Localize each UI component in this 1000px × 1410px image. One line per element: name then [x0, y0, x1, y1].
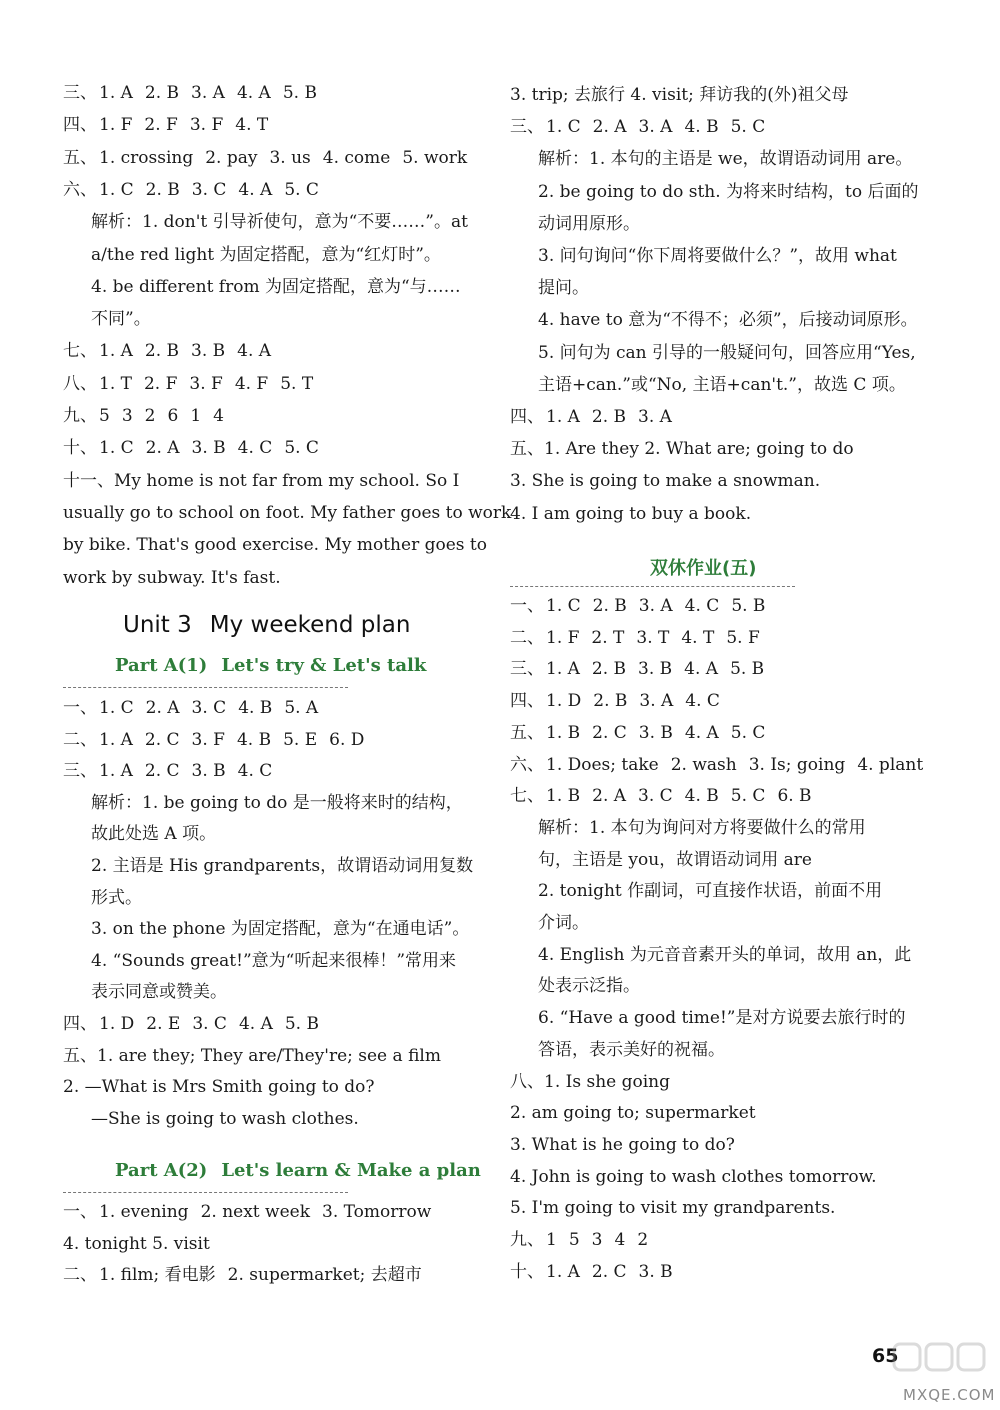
answer-line	[63, 114, 268, 136]
answer-line: 4. John is going to wash clothes tomorrow.	[510, 1166, 877, 1187]
answer-item: 3. B	[638, 722, 673, 743]
answer-item: 4. T	[681, 627, 715, 648]
explanation-line: a/the red light 为固定搭配，意为“红灯时”。	[91, 244, 441, 265]
answer-item: 5. A	[284, 698, 319, 718]
answer-item: 4. come	[322, 147, 391, 168]
explanation-line: 2. tonight 作副词，可直接作状语，前面不用	[538, 881, 883, 902]
page-number: 65	[872, 1345, 899, 1367]
explanation-line: 解析：1. be going to do 是一般将来时的结构，	[91, 792, 463, 813]
answer-item: 1. F	[546, 627, 580, 648]
answer-item: 1	[190, 406, 202, 426]
answer-item: 5. T	[280, 373, 314, 394]
answer-line: 4. tonight 5. visit	[63, 1233, 210, 1254]
answer-line	[63, 437, 319, 459]
explanation-line: 解析：1. 本句的主语是 we，故谓语动词用 are。	[538, 149, 913, 170]
answer-item: 5. B	[731, 596, 766, 616]
answer-item: 6. B	[777, 786, 812, 807]
answer-item: 3. F	[189, 115, 224, 136]
explanation-line: 主语+can.”或“No, 主语+can't.”，故选 C 项。	[538, 374, 906, 395]
answer-item: 4. A	[238, 179, 273, 200]
question-number: 三、	[63, 761, 97, 782]
answer-item: 1. film; 看电影	[99, 1265, 216, 1285]
question-number: 四、	[510, 691, 544, 712]
answer-item: 5. C	[284, 438, 319, 459]
answer-item: 1. F	[99, 115, 133, 136]
answer-item: 5. C	[730, 786, 766, 807]
answer-item: 1. C	[99, 698, 134, 718]
answer-line	[510, 1261, 673, 1283]
answer-line	[63, 729, 364, 751]
answer-item: 2. B	[145, 179, 180, 200]
answer-item: 1. A	[546, 1261, 580, 1282]
answer-item: 2. A	[592, 786, 627, 807]
question-number: 五、	[510, 722, 544, 743]
answer-item: 2	[637, 1230, 649, 1250]
answer-item: 4. plant	[857, 754, 924, 775]
answer-item: 1. A	[99, 341, 133, 362]
explanation-line: 4. be different from 为固定搭配，意为“与……	[91, 276, 461, 297]
answer-item: 2	[144, 406, 156, 426]
question-number: 八、	[63, 373, 97, 394]
answer-item: 2. C	[591, 1261, 627, 1282]
explanation-line: 解析：1. don't 引导祈使句，意为“不要……”。at	[91, 212, 468, 233]
answer-item: 5. B	[284, 1014, 319, 1034]
answer-item: 5. work	[402, 147, 468, 168]
answer-item: 3	[591, 1230, 603, 1250]
question-number: 二、	[63, 729, 97, 750]
answer-item: 3. C	[191, 179, 227, 200]
question-number: 六、	[510, 754, 544, 775]
answer-item: 2. B	[592, 596, 627, 616]
unit-name: My weekend plan	[209, 612, 411, 638]
answer-item: 3. Tomorrow	[322, 1202, 432, 1222]
part-a1-divider	[63, 687, 348, 688]
answer-item: 2. wash	[670, 754, 737, 775]
answer-item: 5. F	[726, 627, 760, 648]
answer-item: 1. B	[546, 722, 581, 743]
answer-item: 2. C	[592, 722, 627, 743]
answer-item: 1. A	[99, 761, 133, 782]
answer-line	[510, 116, 765, 138]
answer-item: 2. E	[146, 1014, 181, 1034]
answer-item: 1. C	[546, 117, 581, 138]
answer-item: 3. us	[269, 147, 311, 168]
answer-item: 2. F	[143, 373, 178, 394]
answer-item: 3. A	[191, 83, 225, 103]
explanation-line: 答语，表示美好的祝福。	[538, 1039, 725, 1060]
answer-line: 3. trip; 去旅行 4. visit; 拜访我的(外)祖父母	[510, 85, 849, 105]
answer-item: 4. T	[235, 115, 269, 136]
answer-item: 1. A	[99, 83, 133, 103]
part-a1-label: Part A(1)	[115, 655, 208, 676]
answer-line	[63, 697, 318, 719]
answer-item: 5. E	[283, 729, 318, 750]
explanation-line: 故此处选 A 项。	[91, 824, 217, 845]
section-title: 双休作业(五)	[650, 558, 757, 579]
answer-item: 4. C	[685, 691, 720, 712]
answer-item: 2. supermarket; 去超市	[227, 1265, 422, 1285]
answer-item: 2. T	[591, 627, 625, 648]
question-number: 十、	[510, 1261, 544, 1282]
answer-item: 1. B	[546, 786, 581, 807]
answer-item: 3. F	[191, 729, 225, 750]
answer-item: 5. B	[282, 83, 317, 103]
answer-item: 2. B	[591, 407, 627, 427]
answer-line	[510, 658, 764, 680]
part-a2-name: Let's learn & Make a plan	[221, 1160, 481, 1181]
explanation-line: 不同”。	[91, 309, 151, 330]
answer-item: 1. A	[546, 659, 580, 680]
question-number: 二、	[63, 1265, 97, 1285]
answer-line	[63, 147, 467, 169]
explanation-line: 6. “Have a good time!”是对方说要去旅行时的	[538, 1008, 906, 1029]
explanation-line: 4. “Sounds great!”意为“听起来很棒！”常用来	[91, 950, 457, 971]
question-number: 三、	[510, 659, 544, 680]
explanation-line: 句，主语是 you，故谓语动词用 are	[538, 849, 812, 870]
answer-item: 4. A	[238, 1014, 273, 1034]
answer-line: 5. I'm going to visit my grandparents.	[510, 1198, 836, 1219]
question-number: 六、	[63, 179, 97, 200]
question-number: 一、	[63, 1202, 97, 1222]
answer-item: 2. C	[144, 729, 180, 750]
answer-line	[63, 405, 224, 427]
answer-item: 3. A	[638, 596, 673, 616]
answer-item: 5	[99, 406, 110, 426]
explanation-line: 4. English 为元音音素开头的单词，故用 an，此	[538, 944, 912, 965]
answer-item: 3. A	[638, 407, 672, 427]
answer-item: 4. A	[684, 659, 719, 680]
unit-title	[123, 612, 410, 638]
answer-item: 1. D	[99, 1014, 135, 1034]
answer-line: 4. I am going to buy a book.	[510, 503, 752, 524]
explanation-line: 处表示泛指。	[538, 976, 640, 997]
explanation-line: 3. 问句询问“你下周将要做什么？”，故用 what	[538, 246, 897, 266]
answer-item: 2. pay	[205, 147, 258, 168]
answer-item: 2. B	[591, 659, 627, 680]
explanation-line: 4. have to 意为“不得不；必须”，后接动词原形。	[538, 310, 918, 331]
part-a1-title	[115, 655, 426, 676]
answer-line: 2. —What is Mrs Smith going to do?	[63, 1077, 375, 1098]
answer-item: 2. B	[593, 691, 628, 712]
answer-item: 3	[121, 406, 133, 426]
answer-item: 3. B	[191, 341, 226, 362]
answer-item: 1. crossing	[99, 147, 194, 168]
answer-line	[510, 690, 720, 712]
answer-item: 3. C	[192, 1014, 227, 1034]
answer-line: 2. am going to; supermarket	[510, 1103, 756, 1124]
answer-item: 5. B	[730, 659, 765, 680]
answer-item: 4	[213, 406, 224, 426]
answer-line	[510, 722, 765, 744]
answer-item: 4. A	[236, 83, 271, 103]
answer-item: 4. B	[238, 698, 273, 718]
explanation-line: —She is going to wash clothes.	[91, 1108, 359, 1129]
answer-item: 2. A	[145, 698, 180, 718]
question-number: 九、	[510, 1230, 544, 1250]
question-number: 七、	[63, 341, 97, 362]
question-number: 十、	[63, 438, 97, 459]
answer-line: 五、1. Are they 2. What are; going to do	[510, 439, 854, 460]
answer-item: 4. A	[237, 341, 272, 362]
answer-item: 1. C	[99, 438, 134, 459]
explanation-line: 表示同意或赞美。	[91, 982, 227, 1003]
explanation-line: 提问。	[538, 278, 589, 299]
answer-item: 3. F	[189, 373, 223, 394]
explanation-line: 解析：1. 本句为询问对方将要做什么的常用	[538, 817, 866, 838]
answer-line	[510, 1229, 648, 1251]
answer-item: 6. D	[329, 729, 365, 750]
question-number: 一、	[510, 596, 544, 616]
part-a2-title	[115, 1160, 481, 1181]
answer-line: by bike. That's good exercise. My mother goes to	[63, 535, 487, 556]
explanation-line: 动词用原形。	[538, 213, 640, 234]
answer-item: 1. Does; take	[546, 754, 659, 775]
answer-item: 2. A	[592, 117, 627, 138]
question-number: 三、	[63, 83, 97, 103]
explanation-line: 介词。	[538, 913, 589, 933]
answer-line: work by subway. It's fast.	[63, 567, 281, 588]
explanation-line: 形式。	[91, 887, 142, 908]
question-number: 四、	[63, 1014, 97, 1034]
answer-line: 3. She is going to make a snowman.	[510, 471, 821, 492]
answer-item: 2. B	[144, 83, 180, 103]
answer-item: 3. B	[638, 659, 673, 680]
answer-item: 1. T	[99, 373, 132, 394]
answer-item: 3. Is; going	[748, 754, 846, 775]
answer-line	[63, 179, 319, 201]
watermark-text: MXQE.COM	[903, 1386, 996, 1404]
answer-item: 4. C	[237, 438, 273, 459]
question-number: 二、	[510, 627, 544, 648]
question-number: 一、	[63, 698, 97, 718]
answer-line: usually go to school on foot. My father goes to work	[63, 502, 512, 523]
part-a2-divider	[63, 1192, 348, 1193]
answer-item: 4	[614, 1230, 626, 1250]
part-a2-label: Part A(2)	[115, 1160, 208, 1181]
answer-item: 4. C	[237, 761, 273, 782]
question-number: 四、	[510, 407, 544, 427]
answer-item: 5	[568, 1230, 580, 1250]
answer-line	[510, 627, 760, 649]
answer-line	[63, 1201, 431, 1223]
answer-item: 1. C	[99, 179, 134, 200]
answer-item: 3. A	[638, 117, 673, 138]
answer-item: 4. A	[684, 722, 719, 743]
answer-item: 4. B	[684, 786, 719, 807]
unit-number: Unit 3	[123, 612, 192, 638]
explanation-line: 2. 主语是 His grandparents，故谓语动词用复数	[91, 856, 474, 876]
question-number: 三、	[510, 117, 544, 138]
answer-item: 4. F	[234, 373, 269, 394]
answer-line: 八、1. Is she going	[510, 1071, 670, 1092]
answer-line	[63, 373, 313, 395]
explanation-line: 3. on the phone 为固定搭配，意为“在通电话”。	[91, 919, 470, 940]
answer-item: 6	[167, 406, 179, 426]
answer-line: 十一、My home is not far from my school. So I	[63, 470, 460, 491]
answer-item: 2. F	[144, 115, 178, 136]
part-a1-name: Let's try & Let's talk	[221, 655, 427, 676]
explanation-line: 5. 问句为 can 引导的一般疑问句，回答应用“Yes,	[538, 342, 916, 363]
answer-item: 3. B	[638, 1261, 673, 1282]
answer-line	[510, 406, 672, 428]
answer-line	[510, 595, 765, 617]
answer-item: 3. B	[191, 438, 226, 459]
answer-line	[63, 82, 317, 104]
question-number: 四、	[63, 115, 97, 136]
answer-item: 2. next week	[200, 1202, 311, 1222]
answer-item: 4. B	[236, 729, 272, 750]
explanation-line: 2. be going to do sth. 为将来时结构，to 后面的	[538, 181, 919, 202]
section-divider	[510, 586, 795, 587]
answer-line	[63, 1264, 422, 1286]
answer-item: 1. A	[99, 729, 133, 750]
answer-item: 5. C	[730, 117, 766, 138]
question-number: 七、	[510, 786, 544, 807]
answer-item: 2. B	[144, 341, 180, 362]
answer-item: 3. A	[639, 691, 674, 712]
answer-item: 1. D	[546, 691, 582, 712]
answer-line	[510, 785, 812, 807]
answer-line	[63, 760, 272, 782]
answer-item: 1. evening	[99, 1202, 189, 1222]
answer-item: 4. C	[684, 596, 720, 616]
question-number: 五、	[63, 147, 97, 168]
answer-item: 3. C	[638, 786, 673, 807]
answer-item: 4. B	[684, 117, 719, 138]
answer-line: 五、1. are they; They are/They're; see a film	[63, 1045, 441, 1066]
answer-item: 3. C	[191, 698, 227, 718]
answer-item: 1. C	[546, 596, 581, 616]
answer-item: 5. C	[284, 179, 319, 200]
answer-item: 5. C	[730, 722, 766, 743]
answer-line: 3. What is he going to do?	[510, 1134, 735, 1155]
answer-line	[510, 754, 923, 776]
answer-item: 2. A	[145, 438, 180, 459]
question-number: 九、	[63, 406, 97, 426]
answer-item: 3. B	[191, 761, 226, 782]
answer-line	[63, 1013, 319, 1035]
answer-item: 1. A	[546, 407, 580, 427]
answer-item: 3. T	[636, 627, 670, 648]
answer-line	[63, 340, 271, 362]
answer-item: 1	[546, 1230, 557, 1250]
answer-item: 2. C	[144, 761, 180, 782]
